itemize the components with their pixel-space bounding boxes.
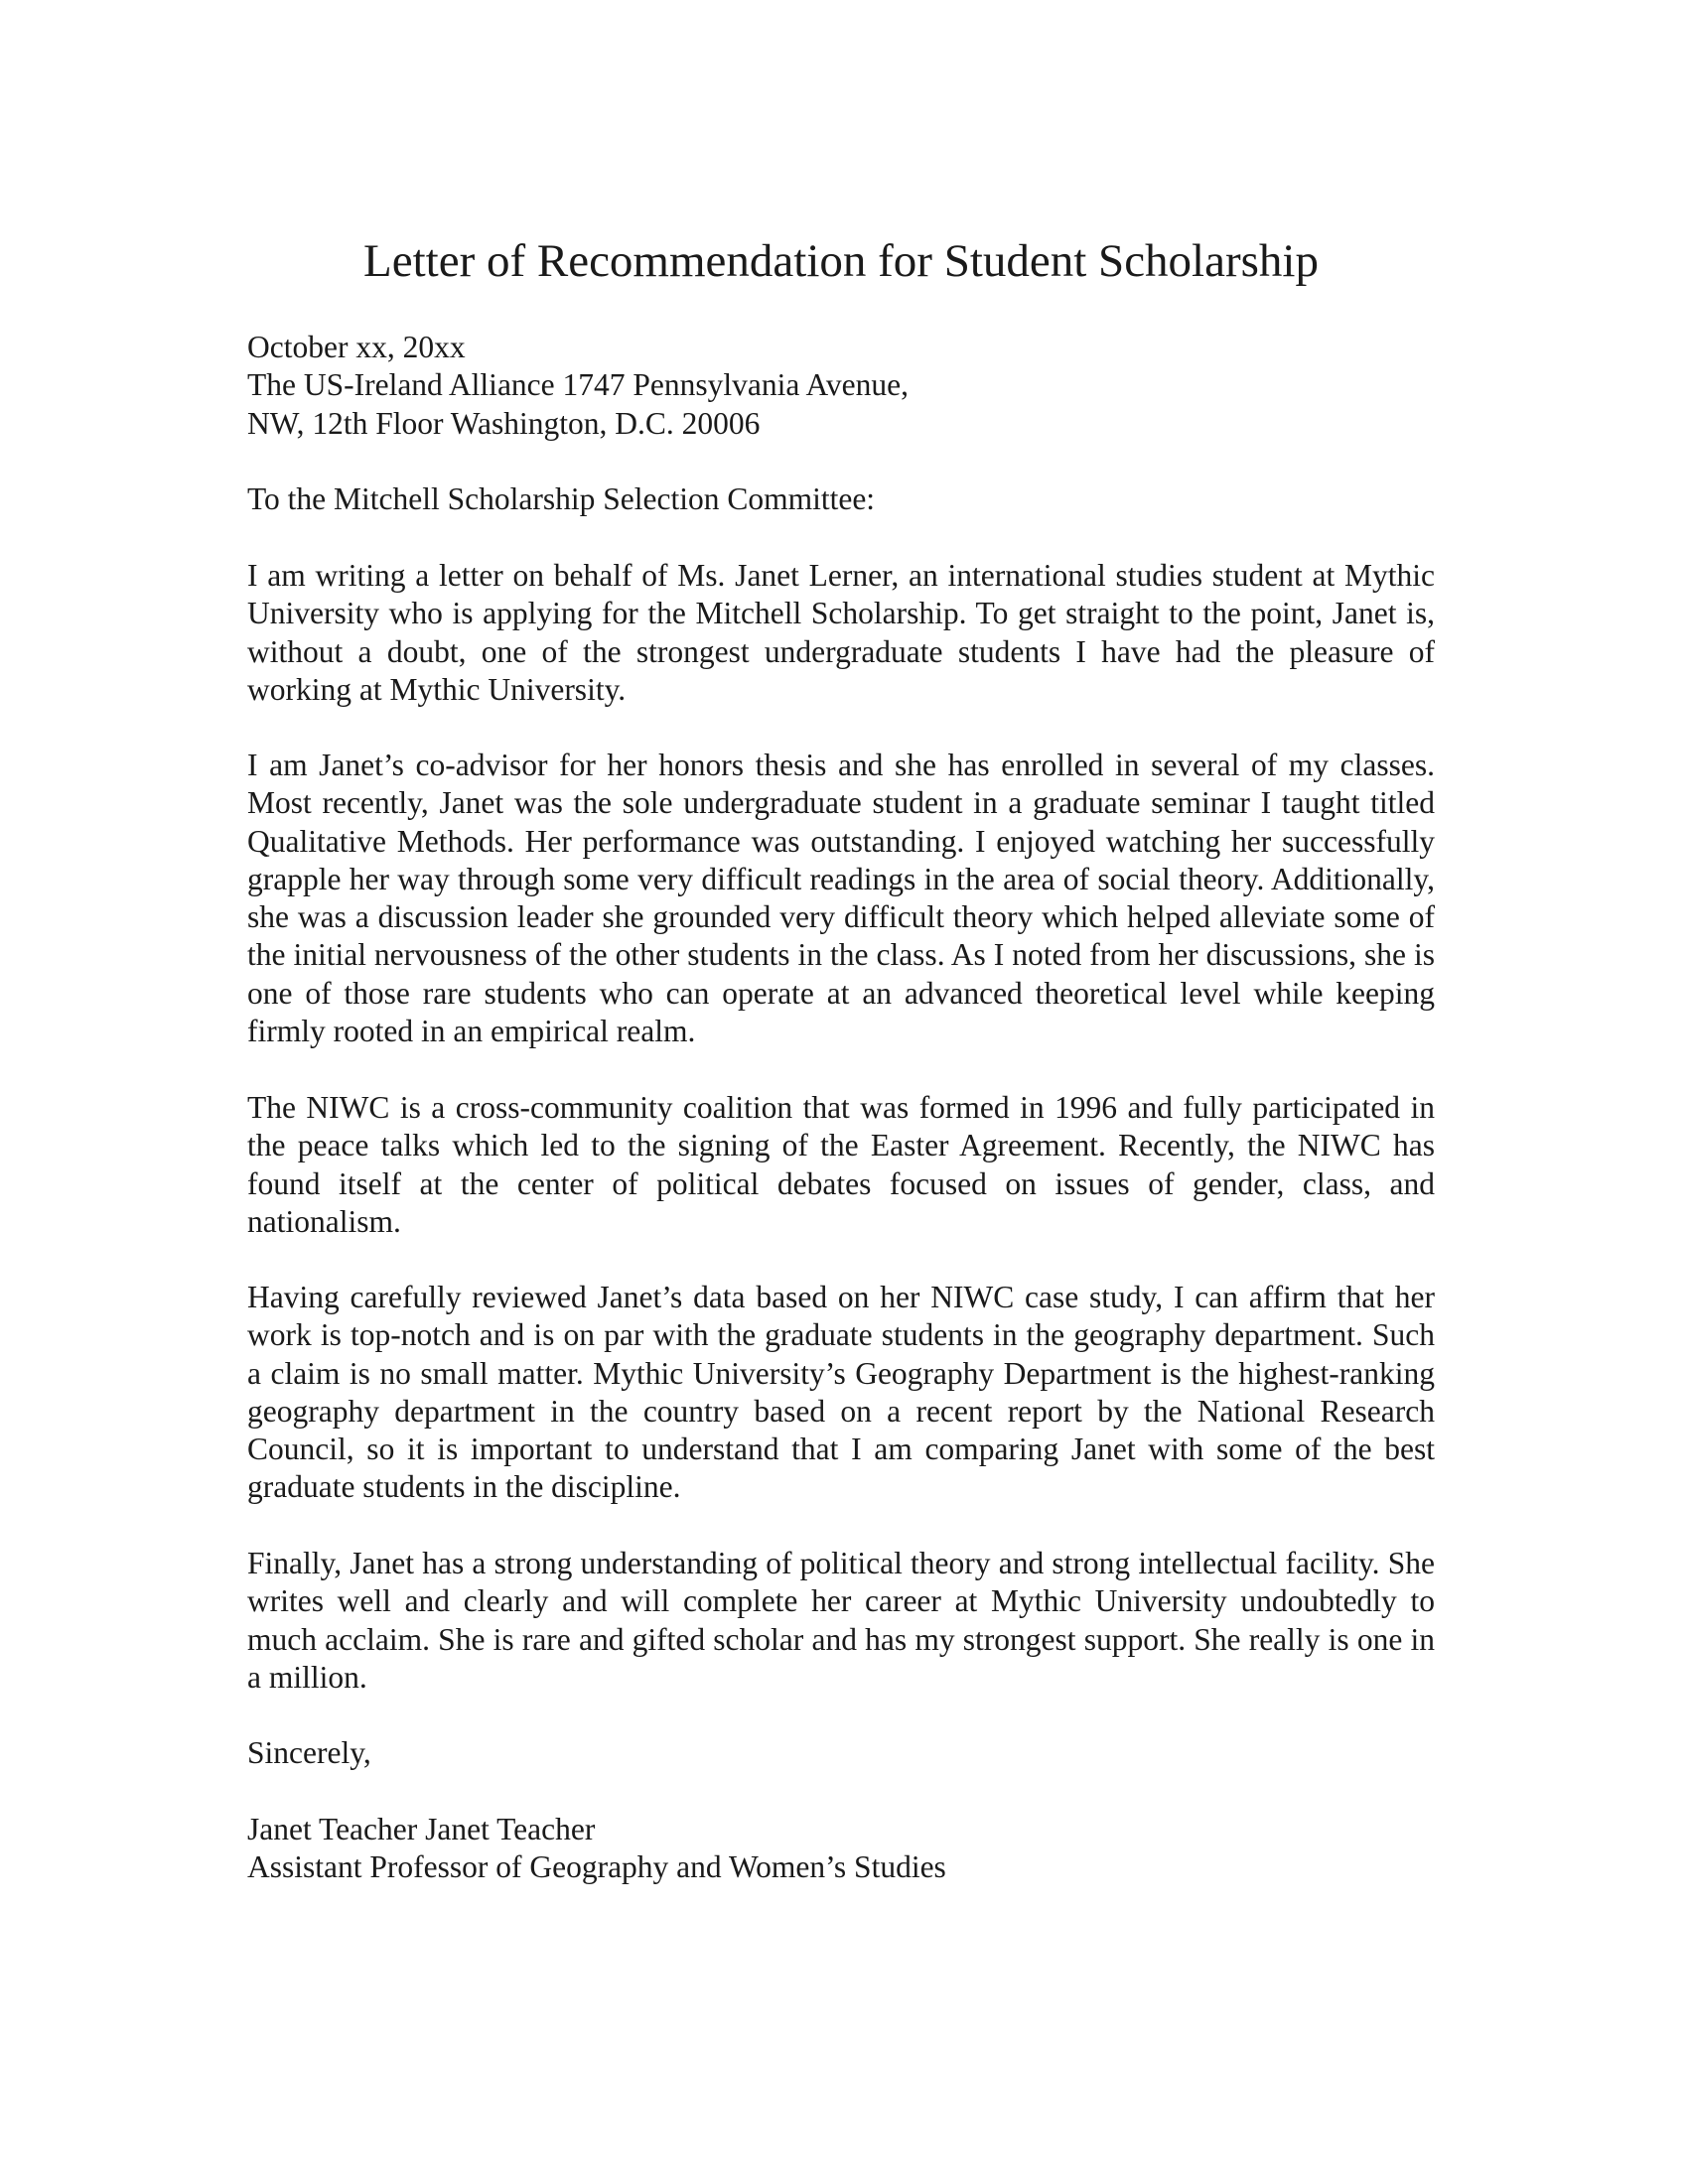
recipient-address-line-2: NW, 12th Floor Washington, D.C. 20006 — [247, 405, 761, 441]
letter-date: October xx, 20xx — [247, 330, 466, 364]
recipient-address-line-1: The US-Ireland Alliance 1747 Pennsylvania Avenue, — [247, 367, 909, 403]
closing: Sincerely, — [247, 1735, 371, 1770]
signature-block — [247, 1811, 1435, 1887]
letter-header — [247, 329, 1435, 443]
paragraph-research-quality: Having carefully reviewed Janet’s data based on her NIWC case study, I can affirm that her work is top-notch and is on par with the graduate students in the geography department. Such a claim is no small matter. Mythic University’s Geography Department is the highest-ranking geography department in the country based on a recent report by the National Research Council, so it is important to understand that I am comparing Janet with some of the best graduate students in the discipline. — [247, 1280, 1435, 1505]
paragraph-niwc: The NIWC is a cross-community coalition that was formed in 1996 and fully participated in the peace talks which led to the signing of the Easter Agreement. Recently, the NIWC has found itself at the center of political debates focused on issues of gender, class, and nationalism. — [247, 1090, 1435, 1239]
letter-title: Letter of Recommendation for Student Scholarship — [363, 235, 1319, 287]
salutation: To the Mitchell Scholarship Selection Committee: — [247, 481, 876, 516]
signer-position: Assistant Professor of Geography and Women’s Studies — [247, 1849, 946, 1885]
paragraph-advisor-experience: I am Janet’s co-advisor for her honors thesis and she has enrolled in several of my classes. Most recently, Janet was the sole undergraduate student in a graduate seminar I taught titled Qualitative Methods. Her performance was outstanding. I enjoyed watching her successfully grapple her way through some very difficult readings in the area of social theory. Additionally, she was a discussion leader she grounded very difficult theory which helped alleviate some of the initial nervousness of the other students in the class. As I noted from her discussions, she is one of those rare students who can operate at an advanced theoretical level while keeping firmly rooted in an empirical realm. — [247, 748, 1435, 1049]
paragraph-conclusion: Finally, Janet has a strong understanding of political theory and strong intellectual facility. She writes well and clearly and will complete her career at Mythic University undoubtedly to much acclaim. She is rare and gifted scholar and has my strongest support. She really is one in a million. — [247, 1546, 1435, 1695]
signer-name: Janet Teacher Janet Teacher — [247, 1812, 596, 1846]
paragraph-introduction: I am writing a letter on behalf of Ms. Janet Lerner, an international studies student at Mythic University who is applying for the Mitchell Scholarship. To get straight to the point, Janet is, without a doubt, one of the strongest undergraduate students I have had the pleasure of working at Mythic University. — [247, 558, 1435, 707]
